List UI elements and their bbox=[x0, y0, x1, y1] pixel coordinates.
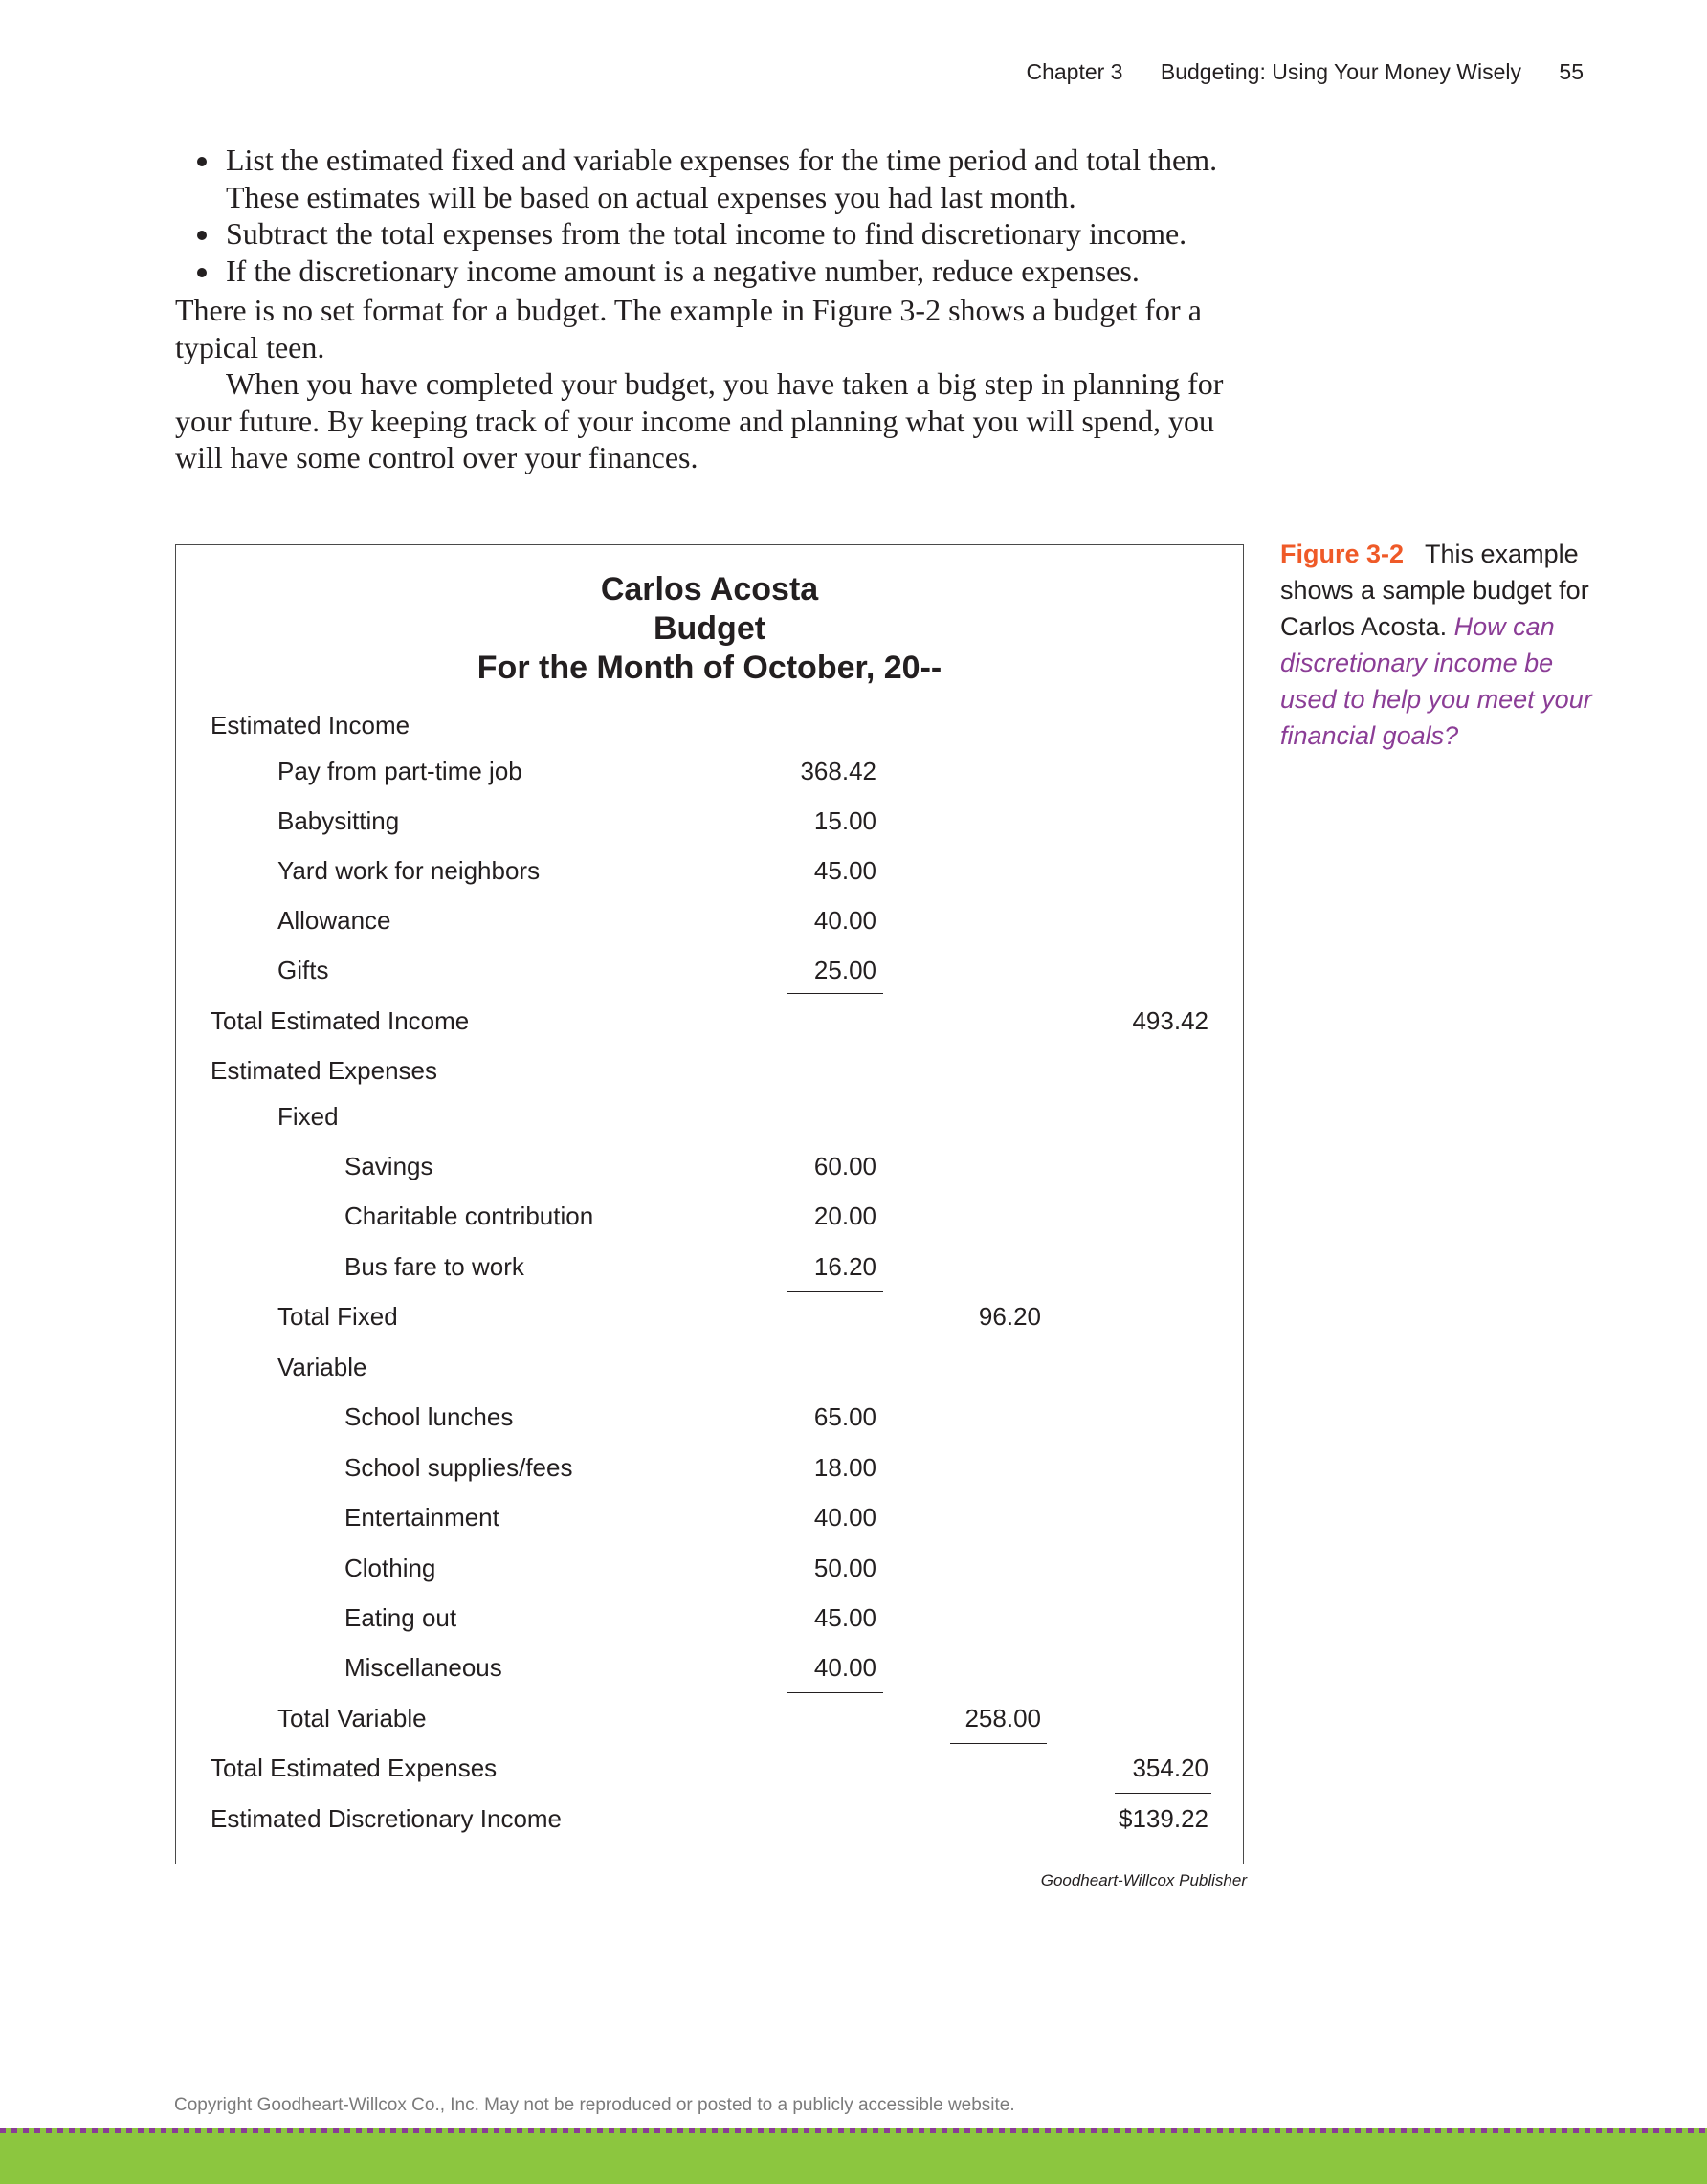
row-amount: 258.00 bbox=[964, 1704, 1041, 1732]
row-label: Bus fare to work bbox=[344, 1252, 524, 1281]
row-amount: $139.22 bbox=[1119, 1804, 1208, 1833]
budget-title-name: Carlos Acosta bbox=[600, 571, 819, 607]
row-amount: 15.00 bbox=[813, 806, 876, 835]
row-label: School supplies/fees bbox=[344, 1453, 573, 1482]
budget-row bbox=[176, 1297, 1243, 1335]
row-label: Savings bbox=[344, 1152, 433, 1180]
paragraph: When you have completed your budget, you have taken a big step in planning for your future. By keeping track of your income and planning what you will spend, you will have some control over your finances. bbox=[175, 366, 1224, 474]
paragraph: There is no set format for a budget. The example in Figure 3-2 shows a budget for a typical teen. bbox=[175, 293, 1202, 364]
row-amount: 16.20 bbox=[813, 1252, 876, 1281]
row-label: Total Variable bbox=[277, 1704, 427, 1732]
row-label: Entertainment bbox=[344, 1503, 499, 1532]
budget-row bbox=[176, 1799, 1243, 1838]
row-amount: 65.00 bbox=[813, 1402, 876, 1431]
budget-row bbox=[176, 1398, 1243, 1436]
budget-row bbox=[176, 1097, 1243, 1136]
subtotal-rule bbox=[787, 1291, 883, 1292]
budget-row bbox=[176, 851, 1243, 890]
row-amount: 20.00 bbox=[813, 1202, 876, 1230]
bullet-item: List the estimated fixed and variable expenses for the time period and total them. These estimates will be based on actual expenses you had last month. bbox=[175, 142, 1247, 215]
row-amount: 45.00 bbox=[813, 856, 876, 885]
row-amount: 50.00 bbox=[813, 1554, 876, 1582]
row-label: Total Estimated Income bbox=[211, 1006, 470, 1035]
row-label: Variable bbox=[277, 1353, 367, 1381]
budget-row bbox=[176, 752, 1243, 790]
budget-row bbox=[176, 1348, 1243, 1386]
row-label: Clothing bbox=[344, 1554, 436, 1582]
budget-row bbox=[176, 1247, 1243, 1286]
figure-label: Figure 3-2 bbox=[1280, 540, 1405, 568]
budget-row bbox=[176, 1549, 1243, 1587]
bullet-item: Subtract the total expenses from the total income to find discretionary income. bbox=[175, 215, 1247, 253]
row-amount: 96.20 bbox=[978, 1302, 1041, 1331]
budget-row bbox=[176, 1498, 1243, 1536]
row-label: Estimated Discretionary Income bbox=[211, 1804, 563, 1833]
row-label: Estimated Income bbox=[211, 711, 410, 739]
row-amount: 40.00 bbox=[813, 1503, 876, 1532]
budget-row bbox=[176, 1147, 1243, 1185]
caption-question: How can discretionary income be used to help you meet your financial goals? bbox=[1280, 612, 1592, 750]
budget-row bbox=[176, 1749, 1243, 1787]
bullet-list bbox=[175, 142, 1247, 289]
row-amount: 368.42 bbox=[800, 757, 876, 785]
subtotal-rule bbox=[1115, 1793, 1211, 1794]
budget-row bbox=[176, 1599, 1243, 1637]
budget-row bbox=[176, 802, 1243, 840]
budget-row bbox=[176, 901, 1243, 939]
row-amount: 493.42 bbox=[1132, 1006, 1208, 1035]
copyright-notice: Copyright Goodheart-Willcox Co., Inc. May not be reproduced or posted to a publicly accessible website. bbox=[174, 2095, 1015, 2115]
footer-bar bbox=[0, 2133, 1707, 2184]
running-header bbox=[1026, 59, 1584, 85]
bullet-item: If the discretionary income amount is a negative number, reduce expenses. bbox=[175, 253, 1247, 290]
budget-row bbox=[176, 706, 1243, 744]
budget-title bbox=[176, 570, 1243, 688]
body-text bbox=[175, 142, 1247, 476]
budget-row bbox=[176, 951, 1243, 989]
row-label: Charitable contribution bbox=[344, 1202, 594, 1230]
budget-figure bbox=[175, 544, 1244, 1864]
budget-row bbox=[176, 1002, 1243, 1040]
row-amount: 45.00 bbox=[813, 1603, 876, 1632]
row-label: Pay from part-time job bbox=[277, 757, 522, 785]
row-amount: 354.20 bbox=[1132, 1754, 1208, 1782]
row-label: Eating out bbox=[344, 1603, 457, 1632]
row-label: Total Estimated Expenses bbox=[211, 1754, 498, 1782]
row-label: Babysitting bbox=[277, 806, 400, 835]
caption-text: This example shows a sample budget for Carlos Acosta. bbox=[1280, 540, 1589, 641]
row-label: Total Fixed bbox=[277, 1302, 398, 1331]
row-amount: 18.00 bbox=[813, 1453, 876, 1482]
row-amount: 40.00 bbox=[813, 1653, 876, 1682]
row-label: Estimated Expenses bbox=[211, 1056, 438, 1085]
row-amount: 60.00 bbox=[813, 1152, 876, 1180]
budget-title-budget: Budget bbox=[653, 610, 766, 647]
row-label: Miscellaneous bbox=[344, 1653, 502, 1682]
row-label: Fixed bbox=[277, 1102, 339, 1131]
budget-title-period: For the Month of October, 20-- bbox=[477, 650, 942, 686]
row-label: School lunches bbox=[344, 1402, 514, 1431]
budget-row bbox=[176, 1699, 1243, 1737]
figure-credit: Goodheart-Willcox Publisher bbox=[1040, 1871, 1247, 1889]
page-number: 55 bbox=[1559, 59, 1584, 84]
figure-caption bbox=[1280, 536, 1596, 754]
subtotal-rule bbox=[787, 993, 883, 994]
chapter-label: Chapter 3 bbox=[1026, 59, 1123, 84]
budget-row bbox=[176, 1051, 1243, 1090]
budget-row bbox=[176, 1197, 1243, 1235]
row-label: Yard work for neighbors bbox=[277, 856, 541, 885]
row-label: Gifts bbox=[277, 956, 329, 984]
chapter-title: Budgeting: Using Your Money Wisely bbox=[1160, 59, 1522, 84]
row-label: Allowance bbox=[277, 906, 391, 935]
subtotal-rule bbox=[787, 1692, 883, 1693]
row-amount: 40.00 bbox=[813, 906, 876, 935]
subtotal-rule bbox=[950, 1743, 1047, 1744]
row-amount: 25.00 bbox=[813, 956, 876, 984]
budget-row bbox=[176, 1648, 1243, 1687]
budget-row bbox=[176, 1448, 1243, 1487]
